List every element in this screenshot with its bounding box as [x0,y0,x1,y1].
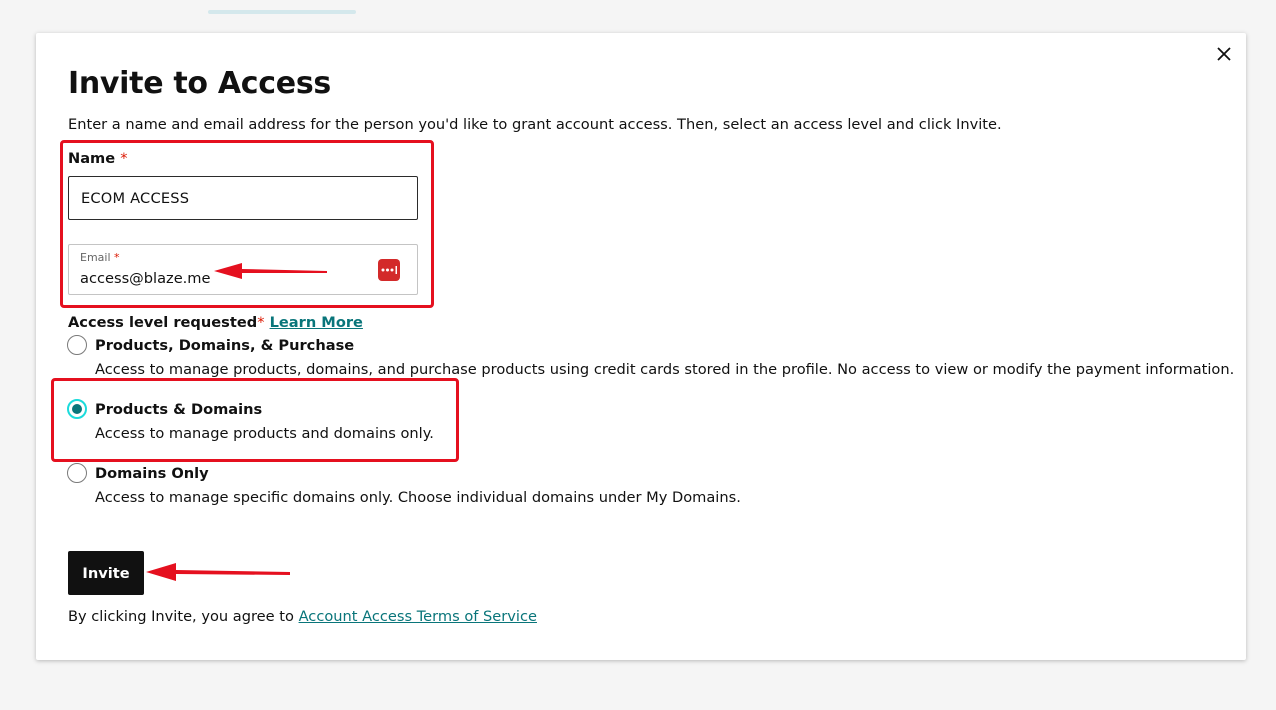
name-input[interactable] [68,176,418,220]
option-description: Access to manage products, domains, and purchase products using credit cards stored in the profile. No access to view or modify the payment information. [95,361,1235,378]
terms-notice [68,608,537,625]
invite-button[interactable]: Invite [68,551,144,595]
option-description: Access to manage specific domains only. Choose individual domains under My Domains. [95,489,741,506]
terms-prefix: By clicking Invite, you agree to [68,608,299,625]
email-input[interactable] [80,268,360,288]
background-page-fragment [208,10,356,14]
option-description: Access to manage products and domains only. [95,425,434,442]
dialog-intro: Enter a name and email address for the person you'd like to grant account access. Then, select an access level and click Invite. [68,116,1002,133]
option-title: Products & Domains [95,401,263,418]
password-manager-icon[interactable] [378,259,400,281]
access-level-label-text: Access level requested [68,314,258,331]
radio-button[interactable] [67,335,87,355]
close-icon[interactable] [1214,44,1234,64]
radio-button[interactable] [67,463,87,483]
dialog-title: Invite to Access [68,66,331,101]
option-title: Domains Only [95,465,209,482]
access-level-label [68,314,363,331]
terms-of-service-link[interactable]: Account Access Terms of Service [298,608,537,625]
access-level-required-mark: * [257,314,265,331]
name-required-mark: * [120,150,128,167]
option-title: Products, Domains, & Purchase [95,337,355,354]
email-required-mark: * [114,251,120,264]
name-label [68,150,128,167]
name-label-text: Name [68,150,116,167]
learn-more-link[interactable]: Learn More [269,314,363,331]
invite-dialog [36,33,1246,660]
email-label-text: Email [80,251,111,264]
radio-button-selected[interactable] [67,399,87,419]
email-field[interactable] [68,244,418,295]
email-label [80,251,120,264]
